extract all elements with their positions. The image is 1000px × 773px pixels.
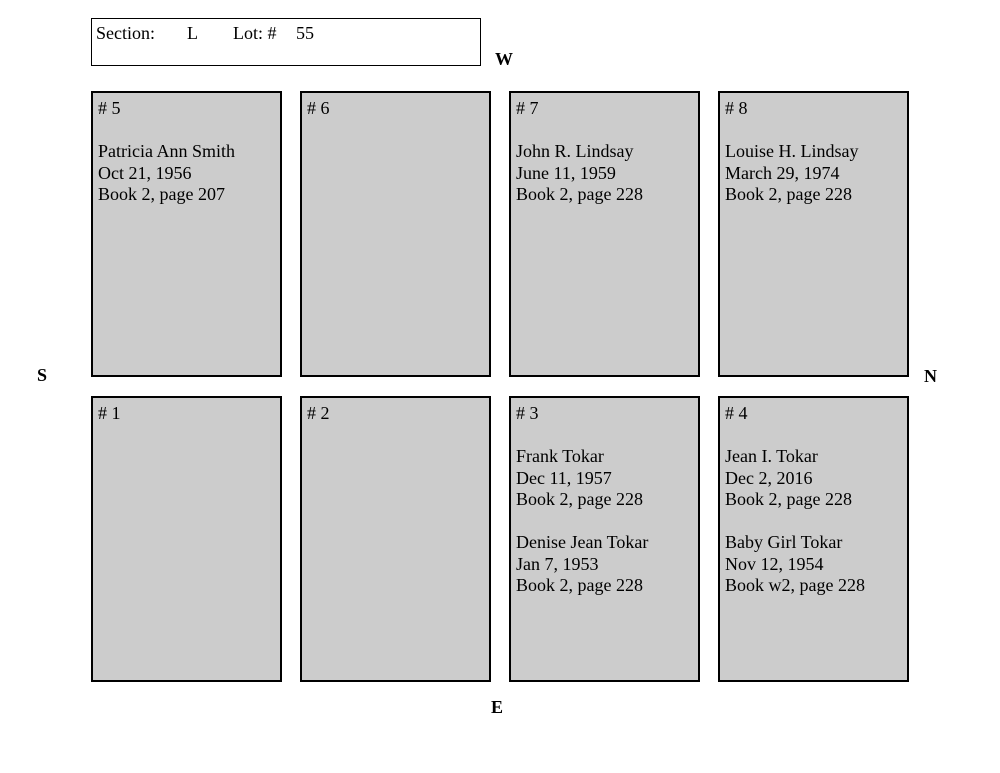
burial-date: Oct 21, 1956 — [98, 162, 192, 183]
plot-box — [718, 396, 909, 682]
plot-number: # 1 — [98, 403, 121, 423]
burial-date: Dec 2, 2016 — [725, 467, 813, 488]
burial-entry — [98, 141, 280, 206]
burial-name: Jean I. Tokar — [725, 446, 818, 466]
burial-name: Louise H. Lindsay — [725, 141, 859, 161]
burial-date: Dec 11, 1957 — [516, 467, 612, 488]
burial-entry — [516, 532, 698, 597]
burial-entry — [725, 532, 907, 597]
plot-box — [91, 91, 282, 377]
burial-date: March 29, 1974 — [725, 162, 840, 183]
burial-entry — [516, 141, 698, 206]
plot-number: # 6 — [307, 98, 330, 118]
section-label: Section: — [96, 23, 155, 43]
burial-date: Nov 12, 1954 — [725, 553, 824, 574]
burial-book: Book 2, page 207 — [98, 184, 225, 204]
burial-book: Book 2, page 228 — [725, 184, 852, 204]
plot-number: # 5 — [98, 98, 121, 118]
section-lot-header — [91, 18, 481, 66]
plot-box — [509, 91, 700, 377]
plot-number: # 7 — [516, 98, 539, 118]
lot-value: 55 — [296, 23, 314, 43]
burial-book: Book 2, page 228 — [516, 575, 643, 595]
plot-number: # 8 — [725, 98, 748, 118]
plot-number: # 2 — [307, 403, 330, 423]
burial-entry — [725, 446, 907, 511]
burial-entry — [516, 446, 698, 511]
plot-box — [718, 91, 909, 377]
section-value: L — [187, 23, 198, 43]
compass-south: S — [37, 365, 48, 385]
burial-entry — [725, 141, 907, 206]
plot-box — [300, 396, 491, 682]
plot-number: # 3 — [516, 403, 539, 423]
plot-box — [509, 396, 700, 682]
burial-book: Book 2, page 228 — [516, 184, 643, 204]
compass-east: E — [491, 697, 504, 717]
plot-box — [300, 91, 491, 377]
lot-label: Lot: # — [233, 23, 277, 43]
burial-name: Frank Tokar — [516, 446, 604, 466]
burial-date: June 11, 1959 — [516, 162, 616, 183]
burial-name: Denise Jean Tokar — [516, 532, 649, 552]
burial-date: Jan 7, 1953 — [516, 553, 599, 574]
burial-name: John R. Lindsay — [516, 141, 634, 161]
burial-book: Book 2, page 228 — [725, 489, 852, 509]
burial-name: Patricia Ann Smith — [98, 141, 235, 161]
compass-north: N — [924, 366, 937, 386]
burial-book: Book 2, page 228 — [516, 489, 643, 509]
plot-box — [91, 396, 282, 682]
plot-number: # 4 — [725, 403, 748, 423]
burial-name: Baby Girl Tokar — [725, 532, 843, 552]
compass-west: W — [495, 49, 513, 69]
burial-book: Book w2, page 228 — [725, 575, 865, 595]
